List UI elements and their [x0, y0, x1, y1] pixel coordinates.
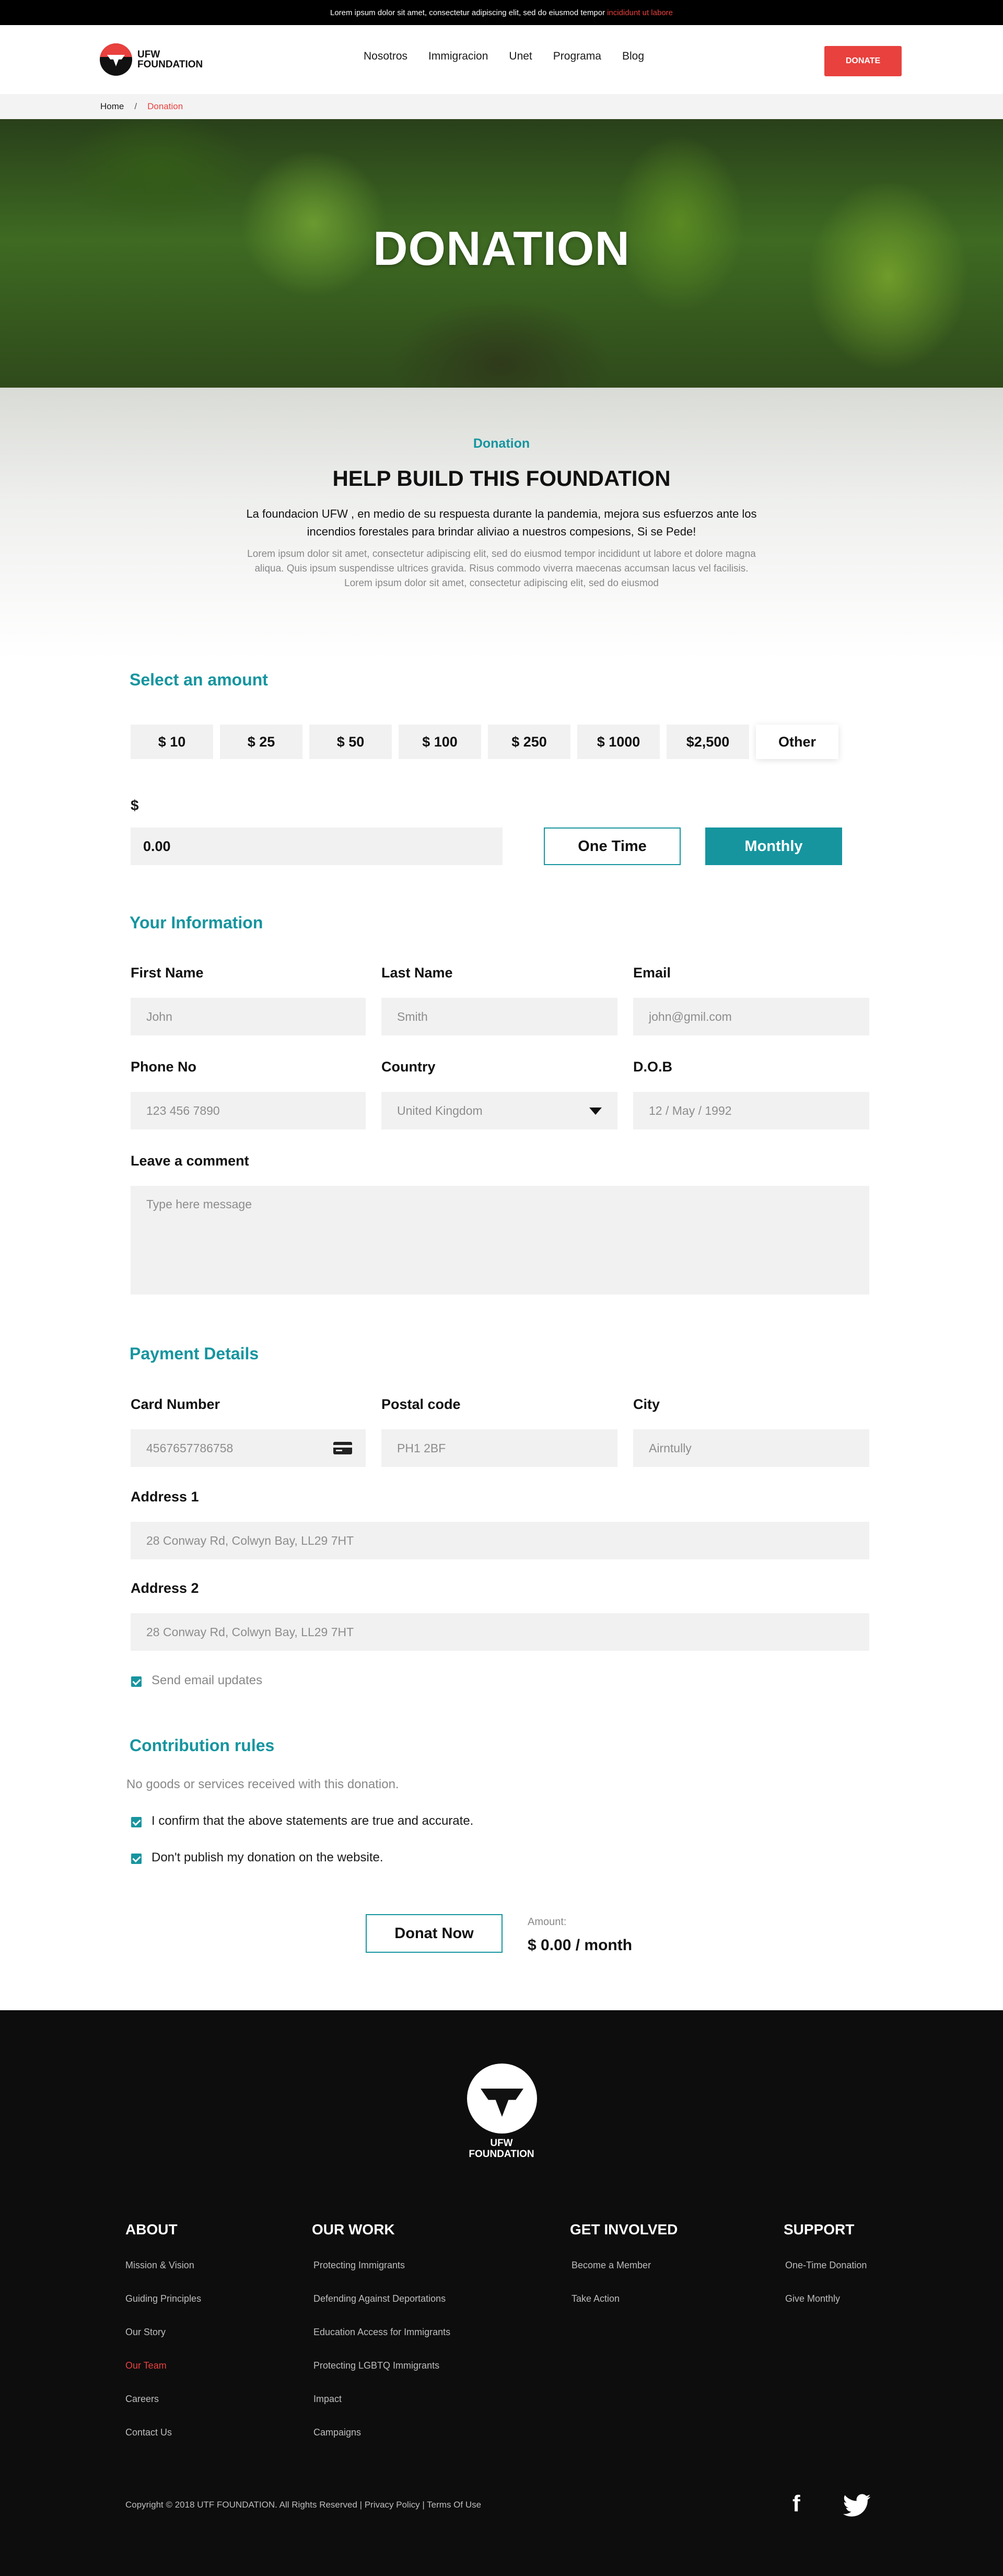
footer-link-member[interactable]: Become a Member — [572, 2260, 651, 2270]
footer-link-education[interactable]: Education Access for Immigrants — [313, 2327, 451, 2337]
email-label: Email — [633, 965, 671, 981]
card-number-label: Card Number — [131, 1396, 220, 1412]
email-updates-label: Send email updates — [151, 1673, 263, 1687]
amount-option-250[interactable]: $ 250 — [488, 725, 570, 759]
select-amount-title: Select an amount — [130, 670, 268, 689]
comment-label: Leave a comment — [131, 1153, 249, 1169]
logo-text: UFW FOUNDATION — [137, 49, 203, 70]
card-number-field[interactable]: 4567657786758 — [131, 1429, 366, 1467]
footer-involved-title: GET INVOLVED — [570, 2221, 678, 2237]
announcement-highlight[interactable]: incididunt ut labore — [607, 8, 673, 17]
comment-textarea[interactable]: Type here message — [131, 1186, 869, 1295]
breadcrumb-home[interactable]: Home — [100, 101, 124, 111]
footer-link-impact[interactable]: Impact — [313, 2394, 342, 2404]
hero-title: DONATION — [373, 222, 630, 275]
contribution-rules-title: Contribution rules — [130, 1736, 275, 1755]
amount-summary-value: $ 0.00 / month — [528, 1937, 633, 1954]
email-field[interactable]: john@gmil.com — [633, 998, 869, 1035]
one-time-button[interactable]: One Time — [544, 827, 681, 865]
intro-kicker: Donation — [473, 436, 530, 451]
amount-options — [131, 725, 845, 759]
intro-body: Lorem ipsum dolor sit amet, consectetur adipiscing elit, sed do eiusmod tempor incididunt ut labore et dolore magna aliqua. Quis ipsum suspendisse ultrices gravida. Risus commodo viverra maecenas accumsan lacus vel facilisis. Lorem ipsum dolor sit amet, consectetur adipiscing elit, sed do eiusmod — [247, 549, 756, 589]
intro-lead: La foundacion UFW , en medio de su respuesta durante la pandemia, mejora sus esfuerzos ante los incendios forestales para brindar aliviao a nuestros compesions, Si se Pede! — [246, 507, 757, 538]
donate-button[interactable]: DONATE — [824, 46, 902, 76]
menu-item-programa[interactable]: Programa — [553, 50, 601, 62]
footer-link-campaigns[interactable]: Campaigns — [313, 2427, 361, 2438]
address1-field[interactable]: 28 Conway Rd, Colwyn Bay, LL29 7HT — [131, 1522, 869, 1559]
phone-field[interactable]: 123 456 7890 — [131, 1092, 366, 1129]
footer-link-deportations[interactable]: Defending Against Deportations — [313, 2293, 446, 2304]
footer-link-one-time[interactable]: One-Time Donation — [785, 2260, 867, 2270]
breadcrumb-separator: / — [134, 101, 137, 111]
footer-about-title: ABOUT — [125, 2221, 178, 2237]
hero-banner — [0, 119, 1003, 388]
menu-item-immigracion[interactable]: Immigracion — [428, 50, 488, 62]
announcement-text: Lorem ipsum dolor sit amet, consectetur adipiscing elit, sed do eiusmod tempor — [330, 8, 605, 17]
footer-link-principles[interactable]: Guiding Principles — [125, 2293, 202, 2304]
dob-field[interactable]: 12 / May / 1992 — [633, 1092, 869, 1129]
address2-label: Address 2 — [131, 1580, 199, 1596]
main-menu — [364, 50, 665, 63]
footer-link-careers[interactable]: Careers — [125, 2394, 159, 2404]
facebook-icon[interactable]: f — [792, 2491, 800, 2516]
footer-link-contact[interactable]: Contact Us — [125, 2427, 172, 2438]
confirm-label: I confirm that the above statements are true and accurate. — [151, 1814, 474, 1828]
footer-link-monthly[interactable]: Give Monthly — [785, 2293, 841, 2304]
confirm-checkbox[interactable] — [131, 1817, 142, 1827]
amount-option-1000[interactable]: $ 1000 — [577, 725, 660, 759]
last-name-label: Last Name — [381, 965, 453, 981]
amount-option-other[interactable]: Other — [756, 725, 838, 759]
amount-option-10[interactable]: $ 10 — [131, 725, 213, 759]
country-label: Country — [381, 1059, 436, 1075]
announcement-bar — [0, 0, 1003, 25]
custom-amount-input[interactable] — [131, 827, 503, 865]
city-field[interactable]: Airntully — [633, 1429, 869, 1467]
footer-link-story[interactable]: Our Story — [125, 2327, 166, 2337]
amount-option-2500[interactable]: $2,500 — [667, 725, 749, 759]
amount-summary-label: Amount: — [528, 1916, 567, 1928]
city-label: City — [633, 1396, 660, 1412]
amount-option-25[interactable]: $ 25 — [220, 725, 302, 759]
site-footer — [0, 2010, 1003, 2576]
menu-item-unet[interactable]: Unet — [509, 50, 532, 62]
copyright-text: Copyright © 2018 UTF FOUNDATION. All Rights Reserved | Privacy Policy | Terms Of Use — [125, 2500, 482, 2510]
no-publish-checkbox[interactable] — [131, 1854, 142, 1864]
postal-code-label: Postal code — [381, 1396, 461, 1412]
chevron-down-icon[interactable] — [589, 1108, 602, 1115]
menu-item-nosotros[interactable]: Nosotros — [364, 50, 408, 62]
donate-now-button[interactable]: Donat Now — [366, 1914, 503, 1953]
amount-option-100[interactable]: $ 100 — [399, 725, 481, 759]
header-nav — [0, 25, 1003, 94]
address2-field[interactable]: 28 Conway Rd, Colwyn Bay, LL29 7HT — [131, 1613, 869, 1651]
no-publish-label: Don't publish my donation on the website. — [151, 1850, 383, 1864]
footer-link-mission[interactable]: Mission & Vision — [125, 2260, 194, 2270]
phone-label: Phone No — [131, 1059, 196, 1075]
footer-work-title: OUR WORK — [312, 2221, 395, 2237]
intro-section — [0, 388, 1003, 659]
monthly-button[interactable]: Monthly — [705, 827, 842, 865]
postal-code-field[interactable]: PH1 2BF — [381, 1429, 617, 1467]
ufw-eagle-icon — [100, 43, 132, 76]
payment-details-title: Payment Details — [130, 1344, 259, 1363]
footer-logo-text: UFW FOUNDATION — [469, 2138, 534, 2160]
breadcrumb-current: Donation — [147, 101, 183, 111]
address1-label: Address 1 — [131, 1489, 199, 1505]
currency-label: $ — [131, 797, 139, 813]
dob-label: D.O.B — [633, 1059, 673, 1075]
footer-link-team[interactable]: Our Team — [125, 2360, 167, 2371]
footer-link-protecting[interactable]: Protecting Immigrants — [313, 2260, 405, 2270]
first-name-field[interactable]: John — [131, 998, 366, 1035]
amount-option-50[interactable]: $ 50 — [309, 725, 392, 759]
footer-link-lgbtq[interactable]: Protecting LGBTQ Immigrants — [313, 2360, 440, 2371]
twitter-icon[interactable] — [842, 2494, 871, 2517]
first-name-label: First Name — [131, 965, 204, 981]
ufw-footer-eagle-icon[interactable] — [467, 2064, 537, 2134]
site-logo[interactable] — [100, 43, 203, 76]
credit-card-icon — [333, 1442, 352, 1454]
breadcrumb — [0, 94, 1003, 119]
email-updates-checkbox[interactable] — [131, 1676, 142, 1687]
footer-link-action[interactable]: Take Action — [572, 2293, 620, 2304]
menu-item-blog[interactable]: Blog — [622, 50, 644, 62]
last-name-field[interactable]: Smith — [381, 998, 617, 1035]
rules-note: No goods or services received with this donation. — [126, 1777, 399, 1791]
your-information-title: Your Information — [130, 913, 263, 932]
country-select[interactable]: United Kingdom — [381, 1092, 617, 1129]
intro-heading: HELP BUILD THIS FOUNDATION — [332, 466, 671, 491]
footer-support-title: SUPPORT — [784, 2221, 855, 2237]
